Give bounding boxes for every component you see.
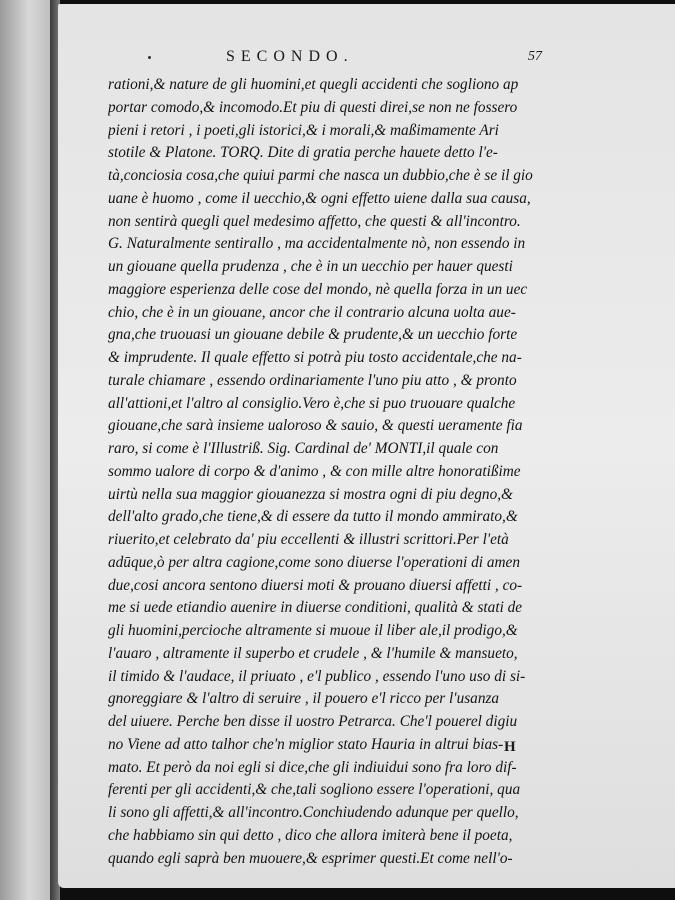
text-line: no Viene ad atto talhor che'n miglior stato Hauria in altrui bias- [108, 735, 504, 753]
text-line: due,cosi ancora sentono diuersi moti & prouano diuersi affetti , co- [108, 576, 523, 594]
text-line: turale chiamare , essendo ordinariamente l'uno piu atto , & pronto [108, 371, 517, 389]
page-header [58, 48, 675, 72]
text-line: all'attioni,et l'altro al consiglio.Vero è,che si puo truouare qualche [108, 394, 516, 412]
text-line: adūque,ò per altra cagione,come sono diuerse l'operationi di amen [108, 553, 520, 571]
text-line: l'auaro , altramente il superbo et crudele , & l'humile & mansueto, [108, 644, 518, 662]
text-line: raro, si come è l'Illustriß. Sig. Cardinal de' MONTI,il quale con [108, 440, 499, 457]
text-line: che habbiamo sin qui detto , dico che allora imiterà bene il poeta, [108, 826, 513, 844]
text-line: stotile & Platone. TORQ. Dite di gratia perche hauete detto l'e- [108, 144, 498, 162]
text-line: uane è huomo , come il uecchio,& ogni effetto uiene dalla sua causa, [108, 189, 531, 207]
text-line: il timido & l'audace, il priuato , e'l publico , essendo l'uno uso di si- [108, 667, 526, 685]
text-line: G. Naturalmente sentirallo , ma accidentalmente nò, non essendo in [108, 235, 526, 253]
text-line: gnoreggiare & l'altro di seruire , il pouero e'l ricco per l'usanza [108, 690, 500, 708]
text-line: tà,conciosia cosa,che quiui parmi che nasca un dubbio,che è se il gio [108, 167, 533, 184]
text-line: dell'alto grado,che tiene,& di essere da tutto il mondo ammirato,& [108, 508, 518, 526]
running-head: SECONDO. [226, 48, 354, 65]
text-line: non sentirà quegli quel medesimo affetto, che questi & all'incontro. [108, 212, 521, 230]
text-line: gna,che truouasi un giouane debile & prudente,& un uecchio forte [108, 326, 518, 344]
page-number: 57 [528, 49, 542, 64]
text-line: del uiuere. Perche ben disse il uostro Petrarca. Che'l pouerel digiu [108, 713, 518, 730]
text-line: mato. Et però da noi egli si dice,che gli indiuidui sono fra loro dif- [108, 758, 517, 776]
text-line: sommo ualore di corpo & d'animo , & con mille altre honoratißime [108, 462, 521, 480]
text-line: maggiore esperienza delle cose del mondo, nè quella forza in un uec [108, 280, 528, 298]
text-line: portar comodo,& incomodo.Et piu di questi direi,se non ne fossero [108, 98, 518, 116]
text-line: giouane,che sarà insieme ualoroso & sauio, & questi ueramente fia [108, 417, 523, 435]
printer-mark [148, 56, 151, 59]
text-line: gli huomini,percioche altramente si muoue il liber ale,il prodigo,& [108, 622, 518, 639]
text-line: pieni i retori , i poeti,gli istorici,& i morali,& maßimamente Ari [108, 121, 499, 139]
signature-mark: H [504, 739, 516, 755]
text-line: un giouane quella prudenza , che è in un uecchio per hauer questi [108, 258, 513, 275]
text-line: me si uede etiandio auenire in diuerse conditioni, qualità & stati de [108, 599, 523, 617]
text-line: quando egli saprà ben muouere,& esprimer questi.Et come nell'o- [108, 849, 513, 867]
text-line: ferenti per gli accidenti,& che,tali sogliono essere l'operationi, qua [108, 781, 521, 799]
text-line: & imprudente. Il quale effetto si potrà piu tosto accidentale,che na- [108, 349, 522, 366]
text-line: riuerito,et celebrato da' piu eccellenti & illustri scrittori.Per l'età [108, 531, 509, 548]
text-line: rationi,& nature de gli huomini,et quegli accidenti che sogliono ap [108, 76, 519, 93]
text-line: chio, che è in un giouane, ancor che il contrario alcuna uolta aue- [108, 303, 516, 321]
book-page [58, 4, 675, 888]
left-page-edge [0, 0, 52, 900]
body-text [108, 74, 618, 870]
text-line: uirtù nella sua maggior giouanezza si mostra ogni di piu degno,& [108, 485, 513, 503]
text-line: li sono gli affetti,& all'incontro.Conchiudendo adunque per quello, [108, 804, 519, 821]
